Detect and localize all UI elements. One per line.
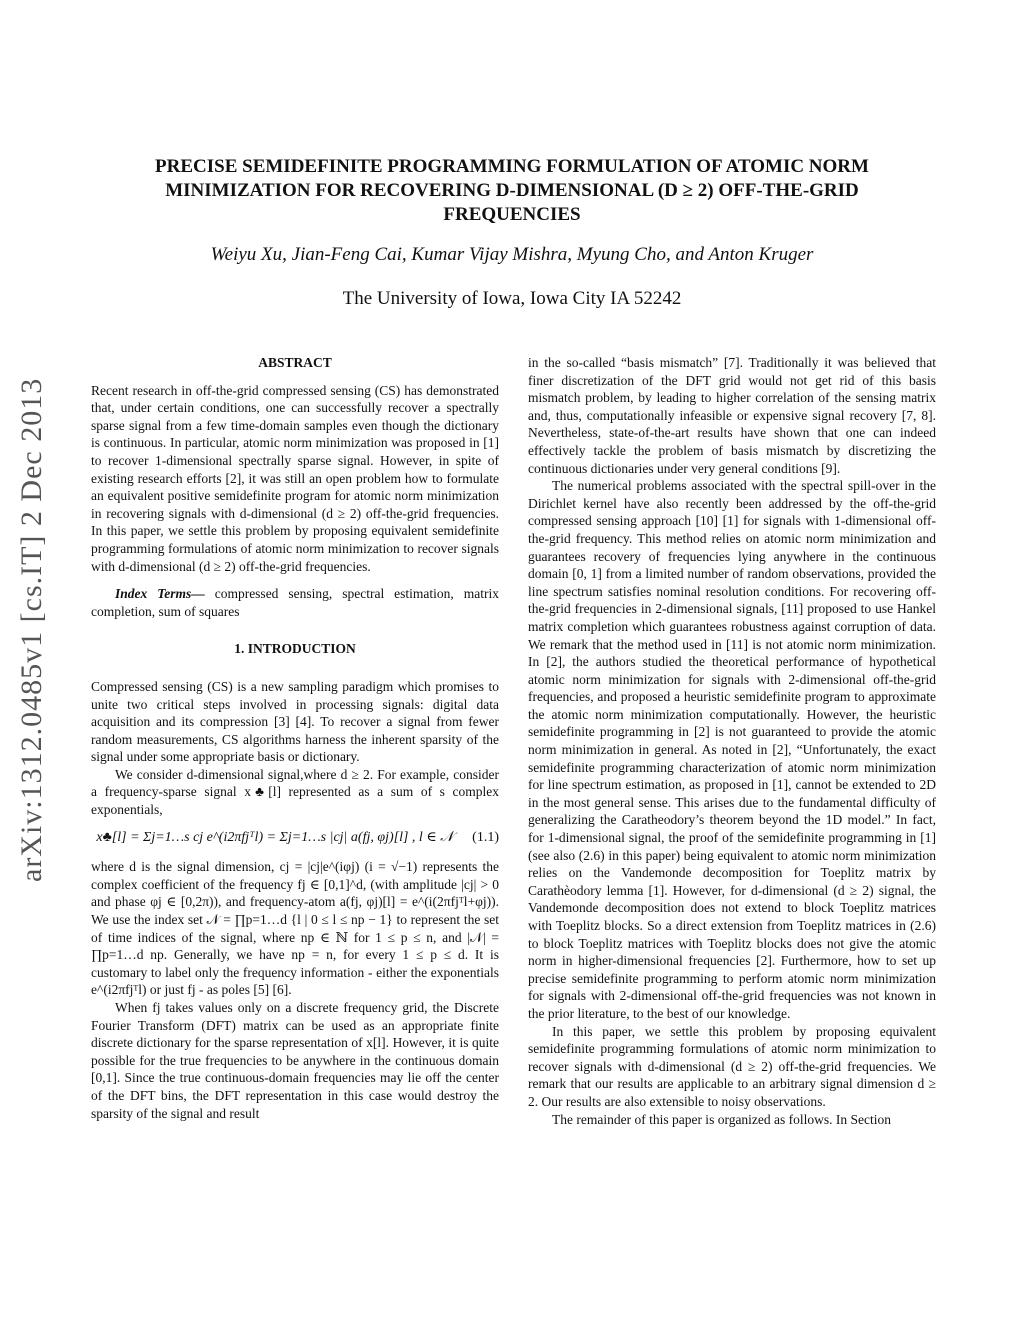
paper-title: [120, 155, 904, 227]
right-paragraph-1: in the so-called “basis mismatch” [7]. Traditionally it was believed that finer discretization of the DFT grid would not get rid of this basis mismatch problem, by leading to higher correlation of the sensing matrix and, thus, computationally infeasible or expensive signal recovery [7, 8]. Nevertheless, state-of-the-art results have shown that one can indeed effectively tackle the problem of basis mismatch by discretizing the continuous dictionaries under very general conditions [9].: [528, 355, 936, 476]
equation-number: (1.1): [472, 829, 499, 845]
left-column: [91, 354, 499, 1122]
equation-1-1: [91, 829, 499, 847]
index-terms-label: Index Terms—: [115, 586, 205, 602]
abstract-body: Recent research in off-the-grid compressed sensing (CS) has demonstrated that, under certain conditions, one can successfully recover a spectrally sparse signal from a few time-domain samples even though the dictionary is continuous. In particular, atomic norm minimization was proposed in [1] to recover 1-dimensional spectrally sparse signal. However, in spite of existing research efforts [2], it was still an open problem how to formulate an equivalent positive semidefinite program for atomic norm minimization in recovering signals with d-dimensional (d ≥ 2) off-the-grid frequencies. In this paper, we settle this problem by proposing equivalent semidefinite programming formulations of atomic norm minimization to recover signals with d-dimensional (d ≥ 2) off-the-grid frequencies.: [91, 382, 499, 574]
intro-paragraph-2: We consider d-dimensional signal,where d ≥ 2. For example, consider a frequency-sparse signal x♣[l] represented as a sum of s complex exponentials,: [91, 766, 499, 818]
index-terms-text: compressed sensing, spectral estimation, matrix completion, sum of squares: [91, 586, 500, 619]
right-paragraph-4: The remainder of this paper is organized as follows. In Section: [552, 1111, 892, 1127]
right-column: [528, 354, 936, 1128]
right-paragraph-2: The numerical problems associated with the spectral spill-over in the Dirichlet kernel have also recently been addressed by the off-the-grid compressed sensing approach [10] [1] for signals with 1-dimensional off-the-grid frequency. This method relies on atomic norm minimization and guarantees recovery of frequencies lying anywhere in the continuous domain [0, 1] from a limited number of random observations, provided the line spectrum satisfies nominal resolution conditions. For recovering off-the-grid frequencies in 2-dimensional signals, [11] proposed to use Hankel matrix completion which guarantees robustness against corruption of data. We remark that the method used in [11] is not atomic norm minimization. In [2], the authors studied the theoretical performance of hypothetical atomic norm minimization for signals with 2-dimensional off-the-grid frequencies, and proposed a heuristic semidefinite program to approximate the atomic norm minimization computationally. However, the heuristic semidefinite programming in [2] is not guaranteed to provide the atomic norm minimization in general. As noted in [2], “Unfortunately, the exact semidefinite programming characterization of atomic norm minimization for line spectrum estimation, as proposed in [1], cannot be extended to 2D in the most general sense. This arises due to the fundamental difficulty of generalizing the Caratheodory’s theorem beyond the 1D model.” In fact, for 1-dimensional signal, the proof of the semidefinite programming in [1] (see also (2.6) in this paper) being equivalent to atomic norm minimization relies on the Vandemonde decomposition for Toeplitz matrix by Carathèodory lemma [1]. However, for d-dimensional (d ≥ 2) signal, the Vandemonde decomposition does not extend to block Toeplitz matrices with Toeplitz blocks. So a direct extension from Toeplitz matrices in (2.6) to block Toeplitz matrices with Toeplitz blocks does not give the atomic norm in higher-dimensional frequencies [2]. Furthermore, how to set up precise semidefinite programming to perform atomic norm minimization for signals with 2-dimensional off-the-grid frequencies was not known in the prior literature, to the best of our knowledge.: [528, 478, 936, 1021]
right-paragraph-3: In this paper, we settle this problem by proposing equivalent semidefinite programming formulations of atomic norm minimization to recover signals with d-dimensional (d ≥ 2) off-the-grid frequencies. We remark that our results are applicable to an arbitrary signal dimension d ≥ 2. Our results are also extensible to noisy observations.: [528, 1023, 936, 1109]
title-line-1: PRECISE SEMIDEFINITE PROGRAMMING FORMULATION OF ATOMIC NORM: [155, 156, 869, 177]
equation-body: x♣[l] = Σj=1…s cj e^(i2πfjᵀl) = Σj=1…s |cj| a(fj, φj)[l] , l ∈ 𝒩: [96, 829, 454, 845]
title-line-3: FREQUENCIES: [443, 204, 581, 225]
index-terms: [91, 585, 499, 620]
intro-paragraph-1: Compressed sensing (CS) is a new sampling paradigm which promises to unite two critical steps involved in processing signals: digital data acquisition and its compression [3] [4]. To recover a signal from fewer random measurements, CS algorithms harness the inherent sparsity of the signal under some appropriate basis or dictionary.: [91, 678, 499, 765]
title-line-2: MINIMIZATION FOR RECOVERING D-DIMENSIONAL (D ≥ 2) OFF-THE-GRID: [165, 180, 859, 201]
affiliation: The University of Iowa, Iowa City IA 52242: [342, 288, 682, 309]
abstract-heading: ABSTRACT: [258, 355, 332, 370]
introduction-heading: 1. INTRODUCTION: [234, 641, 356, 657]
intro-paragraph-3: where d is the signal dimension, cj = |cj|e^(iφj) (i = √−1) represents the complex coefficient of the frequency fj ∈ [0,1]^d, (with amplitude |cj| > 0 and phase φj ∈ [0,2π)), and frequency-atom a(fj, φj)[l] = e^(i(2πfjᵀl+φj)). We use the index set 𝒩 = ∏p=1…d {l | 0 ≤ l ≤ np − 1} to represent the set of time indices of the signal, where np ∈ ℕ for 1 ≤ p ≤ n, and |𝒩| = ∏p=1…d np. Generally, we have np = n, for every 1 ≤ p ≤ d. It is customary to label only the frequency information - either the exponentials e^(i2πfjᵀl) or just fj - as poles [5] [6].: [91, 859, 499, 998]
arxiv-identifier: arXiv:1312.0485v1 [cs.IT] 2 Dec 2013: [15, 377, 48, 882]
intro-paragraph-4: When fj takes values only on a discrete frequency grid, the Discrete Fourier Transform (DFT) matrix can be used as an appropriate finite discrete dictionary for the sparse representation of x[l]. However, it is quite possible for the true frequencies to be anywhere in the continuous domain [0,1]. Since the true continuous-domain frequencies may lie off the center of the DFT bins, the DFT representation in this case would destroy the sparsity of the signal and result: [91, 1000, 499, 1121]
author-list: Weiyu Xu, Jian-Feng Cai, Kumar Vijay Mishra, Myung Cho, and Anton Kruger: [210, 244, 814, 265]
